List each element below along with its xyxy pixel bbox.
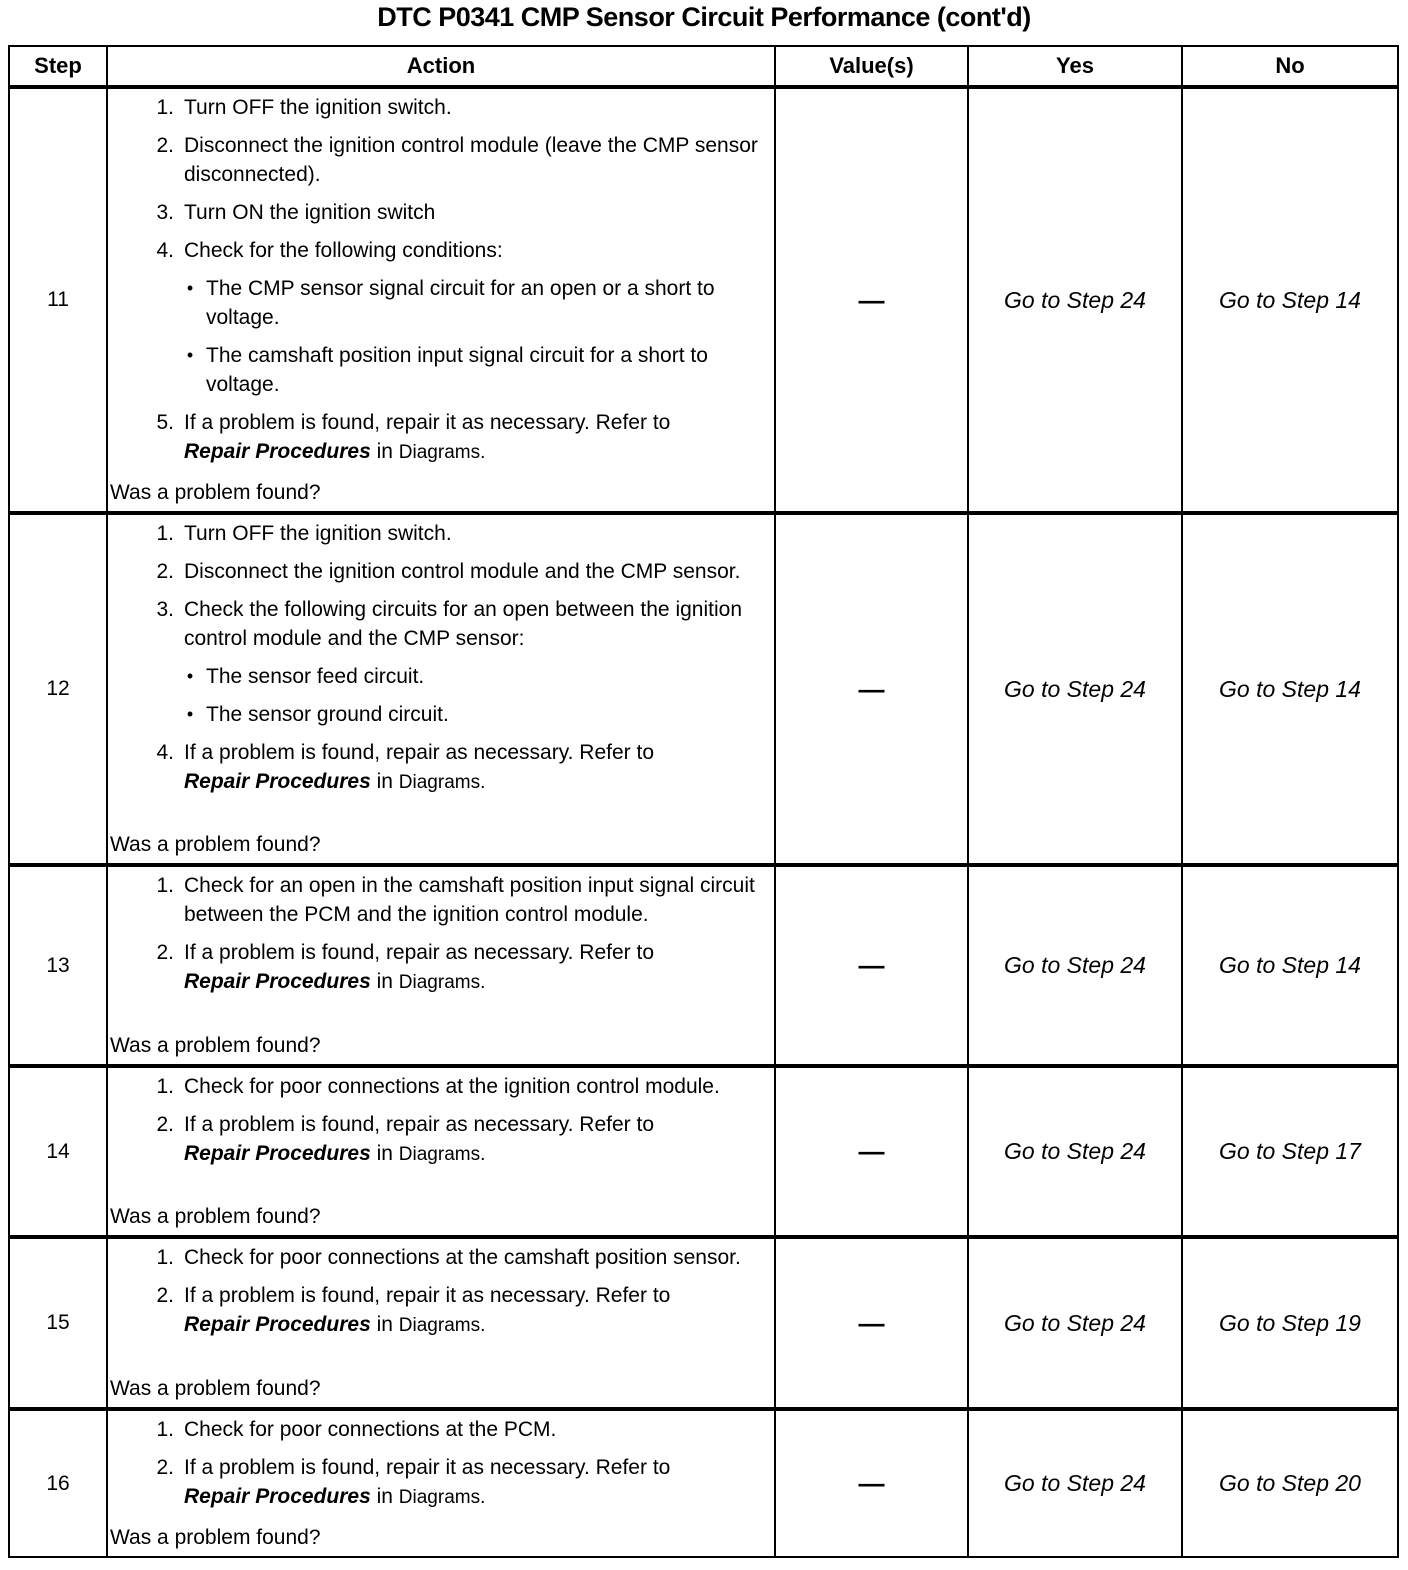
item-text-block <box>206 662 766 691</box>
action-subitem <box>108 341 766 399</box>
item-number: 1. <box>156 522 174 545</box>
reference <box>184 440 485 463</box>
step-number: 11 <box>9 87 107 513</box>
diagrams-ref: Diagrams. <box>398 772 486 793</box>
item-text: Check for poor connections at the PCM. <box>184 1418 557 1441</box>
ref-in: in <box>376 770 393 793</box>
item-text: If a problem is found, repair as necessary. Refer to <box>184 741 654 764</box>
diagnostic-table <box>8 45 1399 1558</box>
action-item <box>108 198 766 227</box>
item-text: Check for the following conditions: <box>184 239 503 262</box>
item-text: Turn OFF the ignition switch. <box>184 96 452 119</box>
question-text: Was a problem found? <box>110 1034 321 1057</box>
item-text-block <box>206 341 766 399</box>
page-title: DTC P0341 CMP Sensor Circuit Performance (cont'd) <box>377 2 1031 32</box>
table-row <box>9 865 1398 1066</box>
bullet-icon: • <box>186 704 194 724</box>
yes-result: Go to Step 24 <box>968 513 1182 865</box>
item-number: 2. <box>156 134 174 157</box>
repair-procedures-ref: Repair Procedures <box>184 1485 371 1508</box>
no-result: Go to Step 14 <box>1182 513 1398 865</box>
reference <box>184 1313 485 1336</box>
item-text-block <box>184 519 766 548</box>
yes-result: Go to Step 24 <box>968 865 1182 1066</box>
item-text: Check for poor connections at the ignition control module. <box>184 1075 720 1098</box>
action-item <box>108 519 766 548</box>
table-row <box>9 87 1398 513</box>
value-cell: — <box>775 513 968 865</box>
item-number: 2. <box>156 941 174 964</box>
item-text-block <box>184 236 766 265</box>
table-header-row <box>9 46 1398 87</box>
question-text: Was a problem found? <box>110 481 321 504</box>
item-text: The sensor feed circuit. <box>206 665 425 688</box>
diagrams-ref: Diagrams. <box>398 1144 486 1165</box>
action-list <box>108 515 774 808</box>
no-result: Go to Step 17 <box>1182 1066 1398 1237</box>
repair-procedures-ref: Repair Procedures <box>184 1142 371 1165</box>
action-subitem <box>108 700 766 729</box>
item-text-block <box>184 131 766 189</box>
action-item <box>108 871 766 929</box>
action-list <box>108 867 774 1008</box>
table-row <box>9 1237 1398 1409</box>
bullet-icon: • <box>186 666 194 686</box>
item-text: If a problem is found, repair it as necessary. Refer to <box>184 411 671 434</box>
reference <box>184 1485 485 1508</box>
repair-procedures-ref: Repair Procedures <box>184 440 371 463</box>
item-text: Check the following circuits for an open between the ignition control module and the CMP sensor: <box>184 598 742 650</box>
item-text-block <box>184 738 766 797</box>
item-text: Check for poor connections at the camshaft position sensor. <box>184 1246 741 1269</box>
step-number: 12 <box>9 513 107 865</box>
action-subitem <box>108 274 766 332</box>
value-cell: — <box>775 1066 968 1237</box>
item-number: 1. <box>156 96 174 119</box>
no-result: Go to Step 14 <box>1182 87 1398 513</box>
item-text: If a problem is found, repair as necessary. Refer to <box>184 941 654 964</box>
item-text-block <box>184 408 766 467</box>
action-item <box>108 236 766 265</box>
action-cell <box>107 513 775 865</box>
action-item <box>108 93 766 122</box>
column-header-step: Step <box>9 46 107 87</box>
item-text-block <box>184 871 766 929</box>
table-row <box>9 1409 1398 1557</box>
bullet-icon: • <box>186 345 194 365</box>
ref-in: in <box>376 1313 393 1336</box>
item-text-block <box>184 198 766 227</box>
column-header-values: Value(s) <box>775 46 968 87</box>
item-text: Disconnect the ignition control module (leave the CMP sensor disconnected). <box>184 134 758 186</box>
item-text-block <box>184 93 766 122</box>
table-row <box>9 513 1398 865</box>
item-number: 2. <box>156 1284 174 1307</box>
diagrams-ref: Diagrams. <box>398 1315 486 1336</box>
item-text: The sensor ground circuit. <box>206 703 449 726</box>
step-number: 13 <box>9 865 107 1066</box>
yes-result: Go to Step 24 <box>968 1409 1182 1557</box>
ref-in: in <box>376 1142 393 1165</box>
item-number: 4. <box>156 239 174 262</box>
table-row <box>9 1066 1398 1237</box>
reference <box>184 770 485 793</box>
action-item <box>108 1072 766 1101</box>
action-item <box>108 1110 766 1169</box>
item-text: The camshaft position input signal circuit for a short to voltage. <box>206 344 708 396</box>
ref-in: in <box>376 970 393 993</box>
action-item <box>108 738 766 797</box>
item-text-block <box>184 1415 766 1444</box>
item-text-block <box>184 1453 766 1512</box>
item-text-block <box>184 1281 766 1340</box>
item-text: Disconnect the ignition control module and the CMP sensor. <box>184 560 741 583</box>
column-header-no: No <box>1182 46 1398 87</box>
item-number: 1. <box>156 1418 174 1441</box>
no-result: Go to Step 20 <box>1182 1409 1398 1557</box>
item-text: Turn ON the ignition switch <box>184 201 436 224</box>
item-number: 1. <box>156 1246 174 1269</box>
action-item <box>108 1281 766 1340</box>
value-cell: — <box>775 865 968 1066</box>
action-cell <box>107 1237 775 1409</box>
ref-in: in <box>376 440 393 463</box>
item-number: 4. <box>156 741 174 764</box>
diagrams-ref: Diagrams. <box>398 442 486 463</box>
repair-procedures-ref: Repair Procedures <box>184 1313 371 1336</box>
yes-result: Go to Step 24 <box>968 1066 1182 1237</box>
item-text: The CMP sensor signal circuit for an open or a short to voltage. <box>206 277 715 329</box>
item-number: 3. <box>156 201 174 224</box>
action-list <box>108 89 774 478</box>
yes-result: Go to Step 24 <box>968 87 1182 513</box>
step-number: 14 <box>9 1066 107 1237</box>
item-text-block <box>206 274 766 332</box>
question-text: Was a problem found? <box>110 833 321 856</box>
diagrams-ref: Diagrams. <box>398 972 486 993</box>
action-item <box>108 1453 766 1512</box>
diagrams-ref: Diagrams. <box>398 1487 486 1508</box>
item-text-block <box>184 595 766 653</box>
no-result: Go to Step 19 <box>1182 1237 1398 1409</box>
action-item <box>108 408 766 467</box>
item-text: Check for an open in the camshaft position input signal circuit between the PCM and the ignition control module. <box>184 874 755 926</box>
repair-procedures-ref: Repair Procedures <box>184 770 371 793</box>
item-number: 3. <box>156 598 174 621</box>
item-text-block <box>184 1072 766 1101</box>
item-text-block <box>206 700 766 729</box>
item-text: Turn OFF the ignition switch. <box>184 522 452 545</box>
item-text: If a problem is found, repair it as necessary. Refer to <box>184 1284 671 1307</box>
column-header-yes: Yes <box>968 46 1182 87</box>
step-number: 15 <box>9 1237 107 1409</box>
action-item <box>108 595 766 653</box>
step-number: 16 <box>9 1409 107 1557</box>
reference <box>184 1142 485 1165</box>
action-subitem <box>108 662 766 691</box>
question-text: Was a problem found? <box>110 1526 321 1549</box>
item-number: 1. <box>156 1075 174 1098</box>
item-number: 1. <box>156 874 174 897</box>
item-number: 2. <box>156 560 174 583</box>
ref-in: in <box>376 1485 393 1508</box>
action-list <box>108 1068 774 1180</box>
action-item <box>108 131 766 189</box>
action-cell <box>107 1066 775 1237</box>
action-cell <box>107 865 775 1066</box>
yes-result: Go to Step 24 <box>968 1237 1182 1409</box>
action-cell <box>107 1409 775 1557</box>
action-list <box>108 1411 774 1523</box>
value-cell: — <box>775 1237 968 1409</box>
item-number: 5. <box>156 411 174 434</box>
value-cell: — <box>775 1409 968 1557</box>
action-item <box>108 1243 766 1272</box>
no-result: Go to Step 14 <box>1182 865 1398 1066</box>
action-item <box>108 557 766 586</box>
action-item <box>108 938 766 997</box>
item-text: If a problem is found, repair as necessary. Refer to <box>184 1113 654 1136</box>
item-number: 2. <box>156 1113 174 1136</box>
item-text-block <box>184 557 766 586</box>
item-text-block <box>184 1110 766 1169</box>
item-number: 2. <box>156 1456 174 1479</box>
item-text: If a problem is found, repair it as necessary. Refer to <box>184 1456 671 1479</box>
bullet-icon: • <box>186 278 194 298</box>
action-list <box>108 1239 774 1351</box>
item-text-block <box>184 1243 766 1272</box>
action-item <box>108 1415 766 1444</box>
repair-procedures-ref: Repair Procedures <box>184 970 371 993</box>
question-text: Was a problem found? <box>110 1377 321 1400</box>
column-header-action: Action <box>107 46 775 87</box>
action-cell <box>107 87 775 513</box>
reference <box>184 970 485 993</box>
question-text: Was a problem found? <box>110 1205 321 1228</box>
item-text-block <box>184 938 766 997</box>
value-cell: — <box>775 87 968 513</box>
